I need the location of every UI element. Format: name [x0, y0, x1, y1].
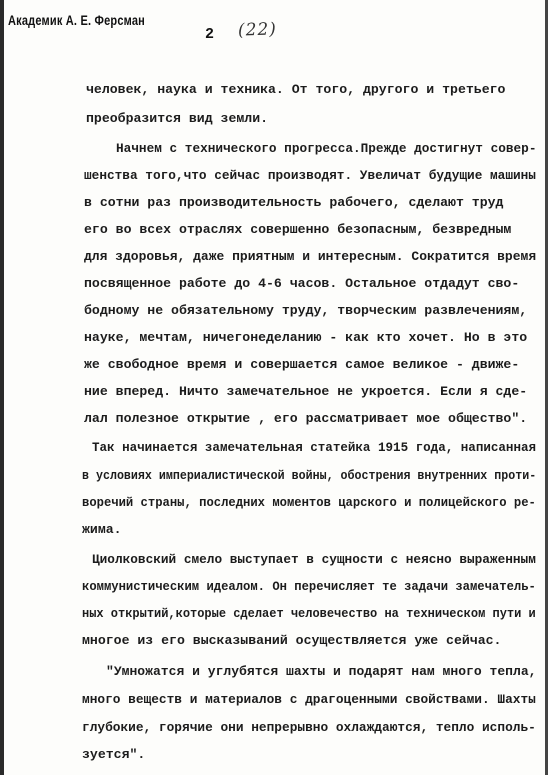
text-line: Начнем с технического прогресса.Прежде достигнут совер- — [116, 141, 537, 156]
text-line: для здоровья, даже приятным и интересным. Сократится время — [84, 249, 537, 264]
text-line: многое из его высказываний осуществляется уже сейчас. — [82, 633, 502, 648]
text-line: науке, мечтам, ничегонеделанию - как кто хочет. Но в это — [84, 330, 528, 345]
text-line: преобразится вид земли. — [86, 111, 269, 126]
text-line: Так начинается замечательная статейка 1915 года, написанная — [92, 440, 537, 455]
archive-stamp: Академик А. Е. Ферсман — [8, 13, 145, 29]
text-line: бодному не обязательному труду, творческим развлечениям, — [84, 303, 528, 318]
text-line: посвященное работе до 4-6 часов. Остальное отдадут сво- — [84, 276, 520, 291]
text-line: Циолковский смело выступает в сущности с неясно выраженным — [92, 552, 536, 567]
text-line: лал полезное открытие , его рассматривает мое общество". — [84, 411, 528, 426]
text-line: воречий страны, последних моментов царского и полицейского ре- — [82, 495, 536, 510]
text-line: "Умножатся и углубятся шахты и подарят нам много тепла, — [106, 664, 537, 679]
text-line: в сотни раз производительность рабочего, сделают труд — [84, 195, 504, 210]
text-line: же свободное время и совершается самое великое - движе- — [84, 357, 520, 372]
text-line: в условиях империалистической войны, обострения внутренних проти- — [82, 468, 537, 483]
text-line: много веществ и материалов с драгоценными свойствами. Шахты — [82, 692, 536, 707]
text-line: ние вперед. Ничто замечательное не укроется. Если я сде- — [84, 384, 528, 399]
text-line: жима. — [82, 522, 122, 537]
text-line: глубокие, горячие они непрерывно охлаждаются, тепло исполь- — [82, 720, 536, 735]
text-line: его во всех отраслях совершенно безопасным, безвредным — [84, 222, 512, 237]
text-line: человек, наука и техника. От того, другого и третьего — [86, 82, 506, 97]
handwritten-page-mark: (22) — [237, 19, 278, 41]
text-line: ных открытий,которые сделает человечество на техническом пути и — [82, 606, 536, 621]
text-line: коммунистическим идеалом. Он перечисляет те задачи замечатель- — [82, 579, 536, 594]
text-line: зуется". — [82, 747, 146, 762]
scan-edge-left — [0, 0, 4, 775]
page-number: 2 — [205, 26, 215, 43]
text-line: шенства того,что сейчас производят. Увеличат будущие машины — [84, 168, 536, 183]
archive-header — [8, 12, 145, 38]
